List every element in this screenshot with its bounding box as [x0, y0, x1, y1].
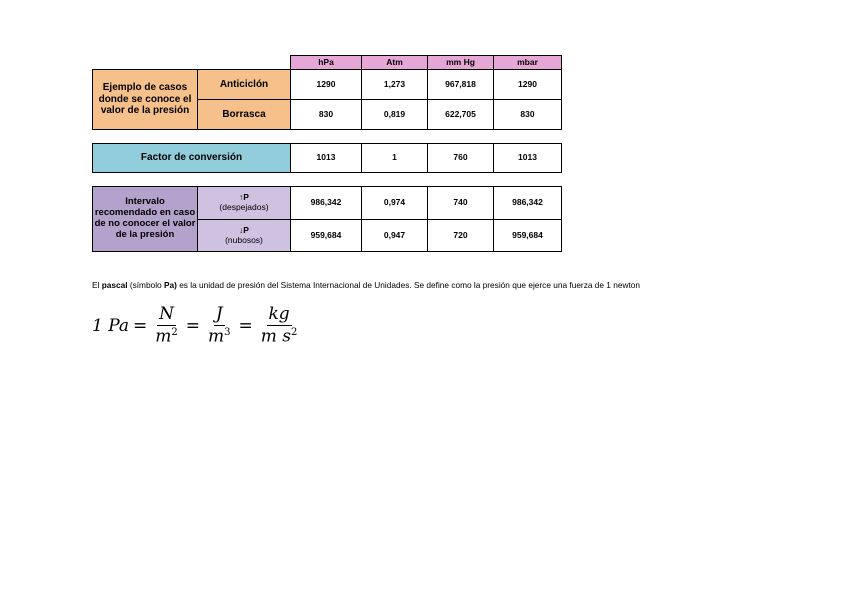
row-label-despejados	[197, 186, 291, 220]
table-cell: 986,342	[493, 186, 562, 220]
column-header-mmhg: mm Hg	[427, 55, 494, 70]
row-label-nubosos	[197, 219, 291, 252]
equals-sign: =	[185, 316, 201, 336]
table-cell: 740	[427, 186, 494, 220]
cases-label: Ejemplo de casos donde se conoce el valor de la presión	[92, 69, 198, 130]
conversion-label: Factor de conversión	[92, 143, 291, 173]
fraction-n-m2: $\frac{N}{m^2}$	[155, 304, 178, 347]
row-label-text: (despejados)	[219, 202, 269, 212]
table-cell: 720	[427, 219, 494, 252]
table-cell: 0,974	[361, 186, 428, 220]
table-cell: 0,819	[361, 99, 428, 130]
fraction-j-m3: $\frac{J}{m^3}$	[208, 304, 231, 347]
row-label-anticiclon: Anticiclón	[197, 69, 291, 100]
equals-sign: =	[133, 316, 148, 336]
row-label-text: (nubosos)	[225, 234, 263, 245]
table-cell: 760	[427, 143, 494, 173]
table-cell: 830	[290, 99, 362, 130]
table-cell: 0,947	[361, 219, 428, 252]
table-cell: 1013	[493, 143, 562, 173]
equals-sign: =	[238, 316, 253, 336]
column-header-atm: Atm	[361, 55, 428, 70]
table-cell: 1,273	[361, 69, 428, 100]
table-cell: 959,684	[493, 219, 562, 252]
column-header-mbar: mbar	[493, 55, 562, 70]
row-label-borrasca: Borrasca	[197, 99, 291, 130]
fraction-kg-ms2: $\frac{kg}{m s^2}$	[260, 304, 298, 347]
table-cell: 1290	[493, 69, 562, 100]
table-cell: 967,818	[427, 69, 494, 100]
table-cell: 1290	[290, 69, 362, 100]
formula-lhs: 1 Pa	[92, 316, 130, 336]
table-cell: 986,342	[290, 186, 362, 220]
column-header-hpa: hPa	[290, 55, 362, 70]
table-cell: 830	[493, 99, 562, 130]
interval-label: Intervalo recomendado en caso de no conocer el valor de la presión	[92, 186, 198, 252]
table-cell: 622,705	[427, 99, 494, 130]
table-cell: 1013	[290, 143, 362, 173]
arrow-down-icon: ↓P	[239, 224, 249, 235]
pascal-description: El pascal (símbolo Pa) es la unidad de presión del Sistema Internacional de Unidades. Se define como la presión que ejerce una fuerza de 1 newton	[92, 280, 640, 290]
table-cell: 959,684	[290, 219, 362, 252]
pascal-formula	[92, 300, 301, 352]
table-cell: 1	[361, 143, 428, 173]
arrow-up-icon: ↑P	[239, 192, 249, 203]
